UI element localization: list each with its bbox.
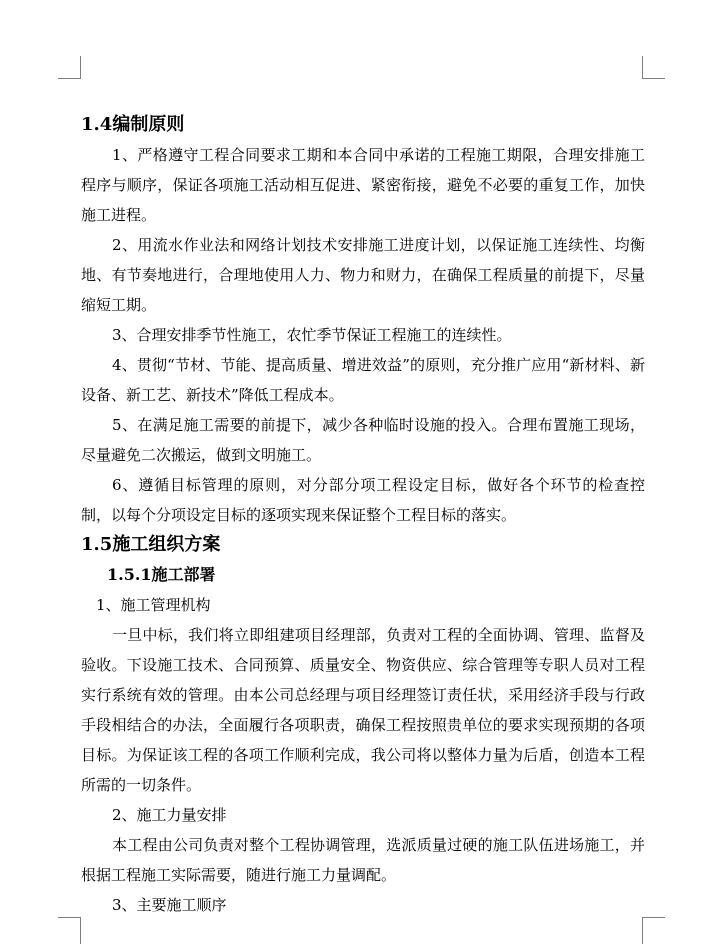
heading-1-5-1: 1.5.1施工部署 [107, 565, 216, 584]
principle-5: 5、在满足施工需要的前提下，减少各种临时设施的投入。合理布置施工现场，尽量避免二次搬运，做到文明施工。 [81, 416, 645, 464]
item-sequence: 3、主要施工顺序 [112, 896, 227, 914]
crop-mark-bottom-left [58, 917, 81, 944]
paragraph-management: 一旦中标，我们将立即组建项目经理部，负责对工程的全面协调、管理、监督及验收。下设施工技术、合同预算、质量安全、物资供应、综合管理等专职人员对工程实行系统有效的管理。由本公司总经理与项目经理签订责任状，采用经济手段与行政手段相结合的办法，全面履行各项职责，确保工程按照贵单位的要求实现预期的各项目标。为保证该工程的各项工作顺利完成，我公司将以整体力量为后盾，创造本工程所需的一切条件。 [81, 626, 645, 794]
heading-1-5: 1.5施工组织方案 [81, 534, 221, 555]
principle-6: 6、遵循目标管理的原则，对分部分项工程设定目标，做好各个环节的检查控制，以每个分项设定目标的逐项实现来保证整个工程目标的落实。 [81, 476, 645, 524]
principle-2: 2、用流水作业法和网络计划技术安排施工进度计划，以保证施工连续性、均衡地、有节奏地进行，合理地使用人力、物力和财力，在确保工程质量的前提下，尽量缩短工期。 [81, 236, 645, 314]
principle-3: 3、合理安排季节性施工，农忙季节保证工程施工的连续性。 [112, 326, 512, 344]
principle-1: 1、严格遵守工程合同要求工期和本合同中承诺的工程施工期限，合理安排施工程序与顺序，保证各项施工活动相互促进、紧密衔接，避免不必要的重复工作，加快施工进程。 [81, 146, 645, 224]
item-workforce: 2、施工力量安排 [112, 806, 227, 824]
item-management-org: 1、施工管理机构 [96, 596, 211, 614]
document-body [81, 110, 645, 920]
crop-mark-top-right [642, 56, 665, 79]
crop-mark-top-left [58, 56, 81, 79]
principle-4: 4、贯彻“节材、节能、提高质量、增进效益”的原则，充分推广应用“新材料、新设备、新工艺、新技术”降低工程成本。 [81, 356, 645, 404]
paragraph-workforce: 本工程由公司负责对整个工程协调管理，选派质量过硬的施工队伍进场施工，并根据工程施工实际需要，随进行施工力量调配。 [81, 836, 645, 884]
crop-mark-bottom-right [642, 917, 665, 944]
heading-1-4: 1.4编制原则 [81, 114, 185, 135]
